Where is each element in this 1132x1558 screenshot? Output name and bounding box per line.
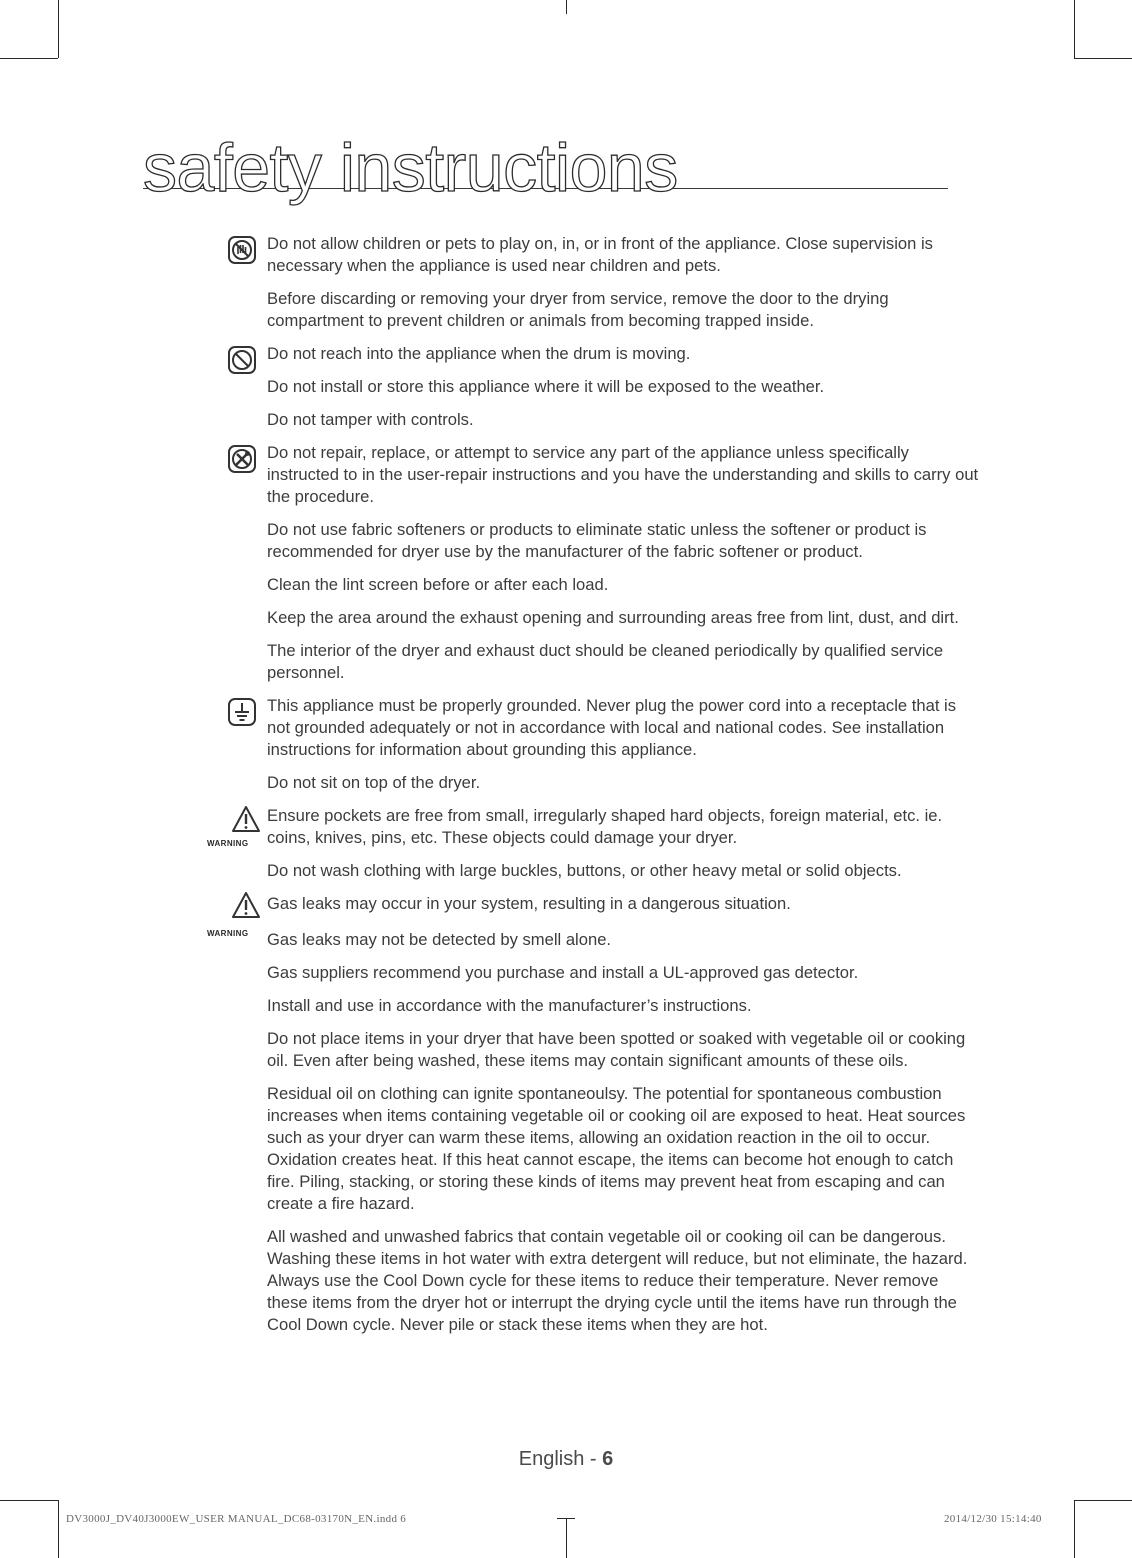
paragraph: Install and use in accordance with the manufacturer’s instructions. (267, 996, 752, 1015)
paragraph: Do not repair, replace, or attempt to service any part of the appliance unless specifically instructed to in the user-repair instructions and you have the understanding and skills to carry out the procedure. (267, 442, 979, 508)
crop-mark-bottom-right-v (1074, 1500, 1075, 1558)
crop-mark-top-left-v (58, 0, 59, 58)
page-footer (0, 1448, 1132, 1471)
crop-mark-bottom-center-v (566, 1518, 567, 1558)
footer-language: English - (518, 1448, 603, 1470)
crop-mark-bottom-center-h (557, 1518, 575, 1519)
paragraph: Do not wash clothing with large buckles, buttons, or other heavy metal or solid objects. (267, 861, 902, 880)
paragraph: This appliance must be properly grounded. Never plug the power cord into a receptacle that is not grounded adequately or not in accordance with local and national codes. See installation instructions for information about grounding this appliance. (267, 695, 979, 761)
paragraph: The interior of the dryer and exhaust duct should be cleaned periodically by qualified service personnel. (267, 641, 944, 682)
paragraph: Do not use fabric softeners or products to eliminate static unless the softener or product is recommended for dryer use by the manufacturer of the fabric softener or product. (267, 520, 927, 561)
paragraph: Do not sit on top of the dryer. (267, 773, 481, 792)
paragraph: WARNING Ensure pockets are free from small, irregularly shaped hard objects, foreign material, etc. ie. coins, knives, pins, etc. These objects could damage your dryer. (267, 805, 979, 849)
warning-icon (231, 805, 261, 835)
paragraph: Residual oil on clothing can ignite spontaneoulsy. The potential for spontaneous combustion increases when items containing vegetable oil or cooking oil are exposed to heat. Heat sources such as your dryer can warm these items, allowing an oxidation reaction in the oil to occur. Oxidation creates heat. If this heat cannot escape, the items can become hot enough to catch fire. Piling, stacking, or storing these kinds of items may prevent heat from escaping and can create a fire hazard. (267, 1084, 966, 1213)
paragraph: Do not install or store this appliance where it will be exposed to the weather. (267, 377, 825, 396)
print-slug-timestamp: 2014/12/30 15:14:40 (944, 1513, 1042, 1525)
crop-mark-bottom-left-v (58, 1500, 59, 1558)
paragraph: Keep the area around the exhaust opening and surrounding areas free from lint, dust, and dirt. (267, 608, 959, 627)
child-hand-prohibited-icon (227, 235, 257, 265)
paragraph: All washed and unwashed fabrics that contain vegetable oil or cooking oil can be dangerous. Washing these items in hot water with extra detergent will reduce, but not eliminate, the hazard. Always use the Cool Down cycle for these items to reduce their temperature. Never remove these items from the dryer hot or interrupt the drying cycle until the items have run through the Cool Down cycle. Never pile or stack these items when they are hot. (267, 1227, 968, 1334)
crop-mark-top-right-v (1074, 0, 1075, 58)
warning-label: WARNING (207, 839, 249, 848)
paragraph: Before discarding or removing your dryer from service, remove the door to the drying compartment to prevent children or animals from becoming trapped inside. (267, 289, 889, 330)
crop-mark-bottom-right-h (1074, 1500, 1132, 1501)
print-slug-file: DV3000J_DV40J3000EW_USER MANUAL_DC68-03170N_EN.indd 6 (66, 1513, 407, 1525)
paragraph: Do not tamper with controls. (267, 410, 474, 429)
crop-mark-bottom-left-h (0, 1500, 58, 1501)
title-rule (143, 128, 948, 206)
prohibited-icon (227, 345, 257, 375)
no-disassembly-icon (227, 444, 257, 474)
paragraph: Do not allow children or pets to play on, in, or in front of the appliance. Close supervision is necessary when the appliance is used near children and pets. (267, 233, 979, 277)
crop-mark-top-left-h (0, 58, 58, 59)
paragraph: Gas leaks may not be detected by smell alone. (267, 930, 612, 949)
page-number: 6 (602, 1448, 614, 1470)
paragraph: Do not reach into the appliance when the drum is moving. (267, 343, 979, 365)
warning-label: WARNING (207, 929, 249, 938)
crop-mark-top-center (566, 0, 567, 14)
warning-icon (231, 891, 261, 921)
crop-mark-top-right-h (1074, 58, 1132, 59)
ground-icon (227, 697, 257, 727)
paragraph: WARNING Gas leaks may occur in your system, resulting in a dangerous situation. (267, 893, 979, 915)
safety-content (207, 233, 979, 1347)
paragraph: Clean the lint screen before or after each load. (267, 575, 609, 594)
page-title: safety instructions (143, 130, 678, 206)
paragraph: Gas suppliers recommend you purchase and install a UL-approved gas detector. (267, 963, 859, 982)
paragraph: Do not place items in your dryer that have been spotted or soaked with vegetable oil or cooking oil. Even after being washed, these items may contain significant amounts of these oils. (267, 1029, 966, 1070)
